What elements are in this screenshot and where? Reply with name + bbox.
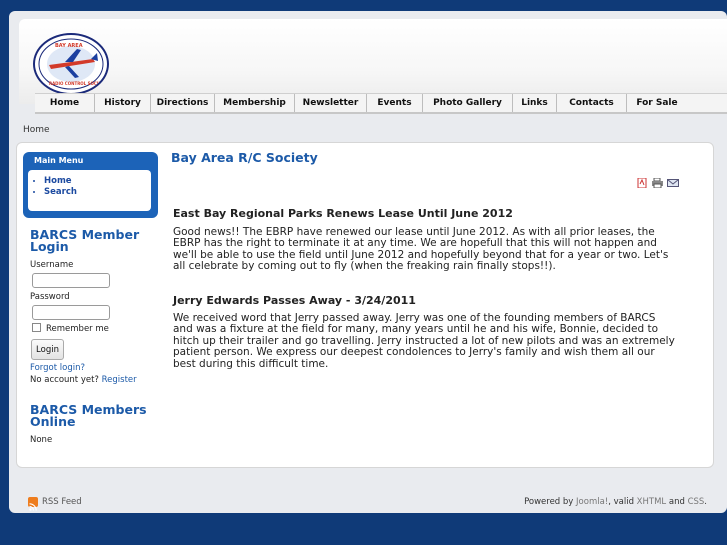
breadcrumb[interactable]: Home [23,125,50,135]
register-link[interactable]: Register [101,375,137,385]
rss-feed-label: RSS Feed [42,497,82,507]
remember-me-checkbox[interactable] [32,323,41,332]
pdf-icon[interactable] [637,173,648,182]
nav-item-membership[interactable]: Membership [215,94,295,112]
rss-icon [28,497,38,507]
article-line: We received word that Jerry passed away. Jerry was one of the founding members of BARCS [173,312,656,324]
nav-item-history[interactable]: History [95,94,151,112]
valid-text: , valid [608,497,634,507]
powered-by-text: Powered by [524,497,574,507]
main-navigation [35,93,727,114]
page-title[interactable]: Bay Area R/C Society [171,150,318,165]
username-label: Username [30,260,74,270]
remember-me-label: Remember me [46,324,109,334]
menu-item-home[interactable]: • Home [44,176,151,187]
article-body [173,227,679,273]
username-input[interactable] [32,273,110,288]
article-line: hitch up their trailer and go travelling. Jerry instructed a lot of new pilots and was an extremely [173,334,675,347]
print-icon[interactable] [652,173,663,182]
site-header [19,19,727,104]
period-text: . [704,497,707,507]
main-menu-list [28,170,151,211]
xhtml-link[interactable]: XHTML [636,497,667,507]
article-heading: East Bay Regional Parks Renews Lease Until June 2012 [173,207,513,220]
login-heading-line1: BARCS Member [30,227,140,242]
main-menu-module [23,152,158,218]
article-line: Good news!! The EBRP have renewed our lease until June 2012. As with all prior leases, the [173,226,655,238]
article-line: and was a fixture at the field for many, many years until he and his wife, Bonnie, decided to [173,323,659,336]
members-online-heading-line1: BARCS Members [30,402,147,417]
nav-item-for-sale[interactable]: For Sale [636,98,678,108]
password-input[interactable] [32,305,110,320]
article-tools [637,173,678,182]
article-heading: Jerry Edwards Passes Away - 3/24/2011 [173,294,416,307]
article-line: best during this difficult time. [173,357,329,370]
site-logo[interactable] [33,33,109,95]
article-body [173,313,679,370]
menu-item-search[interactable]: • Search [44,187,151,198]
svg-text:RADIO CONTROL SOCIETY: RADIO CONTROL SOCIETY [49,81,107,86]
airplane-logo-icon [35,35,107,93]
footer-credits [524,497,707,507]
nav-item-links[interactable]: Links [513,94,557,112]
article-line: all celebrate by coming out to fly (when the freaking rain finally stops!!). [173,260,556,273]
login-heading-line2: Login [30,239,69,254]
article-line: we'll be able to use the field until June 2012 and hopefully beyond that for a year or two. Let's [173,248,669,261]
article-line: EBRP has the right to terminate it at any time. We are hopefull that this will not happen and [173,237,657,250]
rss-feed-link[interactable] [28,497,82,507]
main-menu-title: Main Menu [34,156,84,165]
nav-item-home[interactable]: Home [35,94,95,112]
svg-text:BAY AREA: BAY AREA [55,43,83,49]
no-account-line [30,375,137,385]
joomla-link[interactable]: Joomla! [576,497,609,507]
members-online-value: None [30,435,53,445]
email-icon[interactable] [667,173,678,182]
no-account-text: No account yet? [30,375,99,385]
members-online-heading-line2: Online [30,414,76,429]
forgot-login-link[interactable]: Forgot login? [30,363,85,373]
nav-item-events[interactable]: Events [367,94,423,112]
password-label: Password [30,292,70,302]
nav-item-directions[interactable]: Directions [151,94,215,112]
nav-item-newsletter[interactable]: Newsletter [295,94,367,112]
and-text: and [668,497,685,507]
article-line: patient person. We express our deepest condolences to Jerry's family and wish them all our [173,346,655,359]
content-area [16,142,714,468]
css-link[interactable]: CSS [687,497,705,507]
page-frame [9,11,727,513]
login-button[interactable]: Login [31,339,64,360]
nav-item-contacts[interactable]: Contacts [557,94,627,112]
nav-item-photo-gallery[interactable]: Photo Gallery [423,94,513,112]
